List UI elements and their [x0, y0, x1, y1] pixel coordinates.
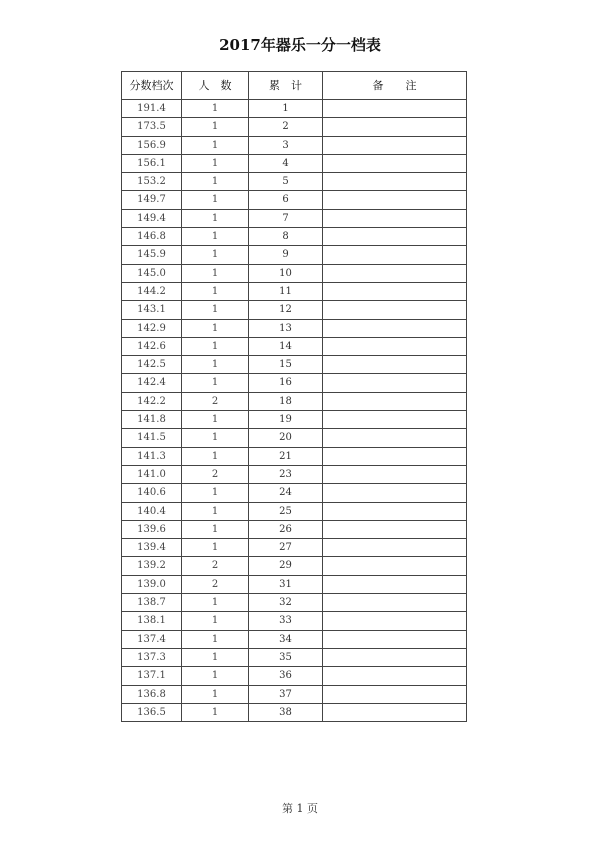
score-cell: 136.8 [122, 685, 182, 703]
header-score-band: 分数档次 [122, 72, 182, 100]
score-cell: 142.9 [122, 319, 182, 337]
score-cell: 156.9 [122, 136, 182, 154]
cumulative-cell: 12 [249, 301, 323, 319]
count-cell: 1 [182, 209, 249, 227]
note-cell [323, 319, 467, 337]
note-cell [323, 557, 467, 575]
cumulative-cell: 25 [249, 502, 323, 520]
score-cell: 142.4 [122, 374, 182, 392]
note-cell [323, 356, 467, 374]
cumulative-cell: 32 [249, 594, 323, 612]
table-row [122, 246, 467, 264]
table-row [122, 465, 467, 483]
table-row [122, 594, 467, 612]
table-row [122, 282, 467, 300]
note-cell [323, 520, 467, 538]
cumulative-cell: 13 [249, 319, 323, 337]
cumulative-cell: 19 [249, 411, 323, 429]
score-cell: 141.0 [122, 465, 182, 483]
table-row [122, 484, 467, 502]
table-row [122, 264, 467, 282]
note-cell [323, 594, 467, 612]
count-cell: 2 [182, 392, 249, 410]
table-row [122, 612, 467, 630]
score-cell: 191.4 [122, 100, 182, 118]
score-cell: 140.4 [122, 502, 182, 520]
cumulative-cell: 7 [249, 209, 323, 227]
score-cell: 142.5 [122, 356, 182, 374]
count-cell: 1 [182, 191, 249, 209]
cumulative-cell: 8 [249, 228, 323, 246]
cumulative-cell: 27 [249, 539, 323, 557]
note-cell [323, 118, 467, 136]
note-cell [323, 209, 467, 227]
note-cell [323, 703, 467, 721]
score-cell: 142.6 [122, 337, 182, 355]
cumulative-cell: 37 [249, 685, 323, 703]
score-cell: 145.9 [122, 246, 182, 264]
table-row [122, 575, 467, 593]
table-row [122, 173, 467, 191]
note-cell [323, 228, 467, 246]
header-count: 人 数 [182, 72, 249, 100]
cumulative-cell: 35 [249, 648, 323, 666]
cumulative-cell: 31 [249, 575, 323, 593]
table-row [122, 118, 467, 136]
count-cell: 1 [182, 703, 249, 721]
cumulative-cell: 34 [249, 630, 323, 648]
cumulative-cell: 38 [249, 703, 323, 721]
page-number: 第 1 页 [282, 802, 318, 815]
cumulative-cell: 11 [249, 282, 323, 300]
score-cell: 141.5 [122, 429, 182, 447]
note-cell [323, 100, 467, 118]
note-cell [323, 465, 467, 483]
count-cell: 1 [182, 685, 249, 703]
note-cell [323, 374, 467, 392]
note-cell [323, 447, 467, 465]
score-cell: 138.1 [122, 612, 182, 630]
note-cell [323, 154, 467, 172]
cumulative-cell: 14 [249, 337, 323, 355]
table-row [122, 667, 467, 685]
table-row [122, 356, 467, 374]
table-row [122, 447, 467, 465]
note-cell [323, 612, 467, 630]
count-cell: 1 [182, 520, 249, 538]
header-cumulative: 累 计 [249, 72, 323, 100]
count-cell: 1 [182, 374, 249, 392]
document-title: 2017年器乐一分一档表 [219, 36, 381, 54]
count-cell: 1 [182, 539, 249, 557]
count-cell: 1 [182, 612, 249, 630]
count-cell: 1 [182, 667, 249, 685]
score-cell: 153.2 [122, 173, 182, 191]
count-cell: 1 [182, 228, 249, 246]
table-row [122, 392, 467, 410]
cumulative-cell: 16 [249, 374, 323, 392]
note-cell [323, 630, 467, 648]
count-cell: 2 [182, 575, 249, 593]
count-cell: 2 [182, 465, 249, 483]
score-cell: 141.3 [122, 447, 182, 465]
count-cell: 1 [182, 173, 249, 191]
table-row [122, 319, 467, 337]
table-row [122, 411, 467, 429]
cumulative-cell: 20 [249, 429, 323, 447]
score-distribution-table [121, 71, 467, 722]
note-cell [323, 502, 467, 520]
count-cell: 1 [182, 447, 249, 465]
note-cell [323, 136, 467, 154]
table-row [122, 685, 467, 703]
table-row [122, 209, 467, 227]
score-cell: 149.4 [122, 209, 182, 227]
score-cell: 139.4 [122, 539, 182, 557]
note-cell [323, 484, 467, 502]
table-row [122, 337, 467, 355]
note-cell [323, 173, 467, 191]
note-cell [323, 337, 467, 355]
count-cell: 1 [182, 337, 249, 355]
count-cell: 1 [182, 630, 249, 648]
note-cell [323, 264, 467, 282]
cumulative-cell: 21 [249, 447, 323, 465]
score-cell: 139.0 [122, 575, 182, 593]
count-cell: 1 [182, 648, 249, 666]
table-row [122, 539, 467, 557]
table-row [122, 374, 467, 392]
table-body [122, 100, 467, 722]
header-notes: 备 注 [323, 72, 467, 100]
cumulative-cell: 10 [249, 264, 323, 282]
table-row [122, 154, 467, 172]
count-cell: 1 [182, 246, 249, 264]
cumulative-cell: 5 [249, 173, 323, 191]
table-row [122, 191, 467, 209]
table-row [122, 557, 467, 575]
table-row [122, 429, 467, 447]
count-cell: 1 [182, 282, 249, 300]
table-row [122, 630, 467, 648]
note-cell [323, 685, 467, 703]
note-cell [323, 648, 467, 666]
count-cell: 1 [182, 319, 249, 337]
note-cell [323, 411, 467, 429]
score-cell: 137.3 [122, 648, 182, 666]
score-cell: 173.5 [122, 118, 182, 136]
header-row [122, 72, 467, 100]
count-cell: 1 [182, 154, 249, 172]
score-cell: 146.8 [122, 228, 182, 246]
score-cell: 136.5 [122, 703, 182, 721]
count-cell: 2 [182, 557, 249, 575]
count-cell: 1 [182, 301, 249, 319]
score-cell: 140.6 [122, 484, 182, 502]
note-cell [323, 575, 467, 593]
cumulative-cell: 15 [249, 356, 323, 374]
table-row [122, 136, 467, 154]
score-cell: 137.1 [122, 667, 182, 685]
score-cell: 149.7 [122, 191, 182, 209]
score-cell: 156.1 [122, 154, 182, 172]
score-cell: 139.2 [122, 557, 182, 575]
table-row [122, 703, 467, 721]
note-cell [323, 246, 467, 264]
note-cell [323, 282, 467, 300]
note-cell [323, 539, 467, 557]
note-cell [323, 301, 467, 319]
count-cell: 1 [182, 502, 249, 520]
count-cell: 1 [182, 118, 249, 136]
count-cell: 1 [182, 100, 249, 118]
cumulative-cell: 1 [249, 100, 323, 118]
count-cell: 1 [182, 411, 249, 429]
count-cell: 1 [182, 484, 249, 502]
count-cell: 1 [182, 264, 249, 282]
note-cell [323, 191, 467, 209]
cumulative-cell: 36 [249, 667, 323, 685]
score-cell: 137.4 [122, 630, 182, 648]
score-cell: 143.1 [122, 301, 182, 319]
score-cell: 145.0 [122, 264, 182, 282]
cumulative-cell: 9 [249, 246, 323, 264]
score-cell: 142.2 [122, 392, 182, 410]
cumulative-cell: 29 [249, 557, 323, 575]
cumulative-cell: 18 [249, 392, 323, 410]
cumulative-cell: 2 [249, 118, 323, 136]
cumulative-cell: 24 [249, 484, 323, 502]
cumulative-cell: 26 [249, 520, 323, 538]
cumulative-cell: 4 [249, 154, 323, 172]
cumulative-cell: 3 [249, 136, 323, 154]
count-cell: 1 [182, 594, 249, 612]
count-cell: 1 [182, 429, 249, 447]
table-row [122, 301, 467, 319]
table-row [122, 520, 467, 538]
score-cell: 141.8 [122, 411, 182, 429]
note-cell [323, 667, 467, 685]
cumulative-cell: 6 [249, 191, 323, 209]
table-row [122, 648, 467, 666]
table-row [122, 502, 467, 520]
count-cell: 1 [182, 136, 249, 154]
table-row [122, 100, 467, 118]
cumulative-cell: 33 [249, 612, 323, 630]
cumulative-cell: 23 [249, 465, 323, 483]
score-cell: 139.6 [122, 520, 182, 538]
score-cell: 144.2 [122, 282, 182, 300]
score-cell: 138.7 [122, 594, 182, 612]
note-cell [323, 429, 467, 447]
count-cell: 1 [182, 356, 249, 374]
note-cell [323, 392, 467, 410]
table-row [122, 228, 467, 246]
